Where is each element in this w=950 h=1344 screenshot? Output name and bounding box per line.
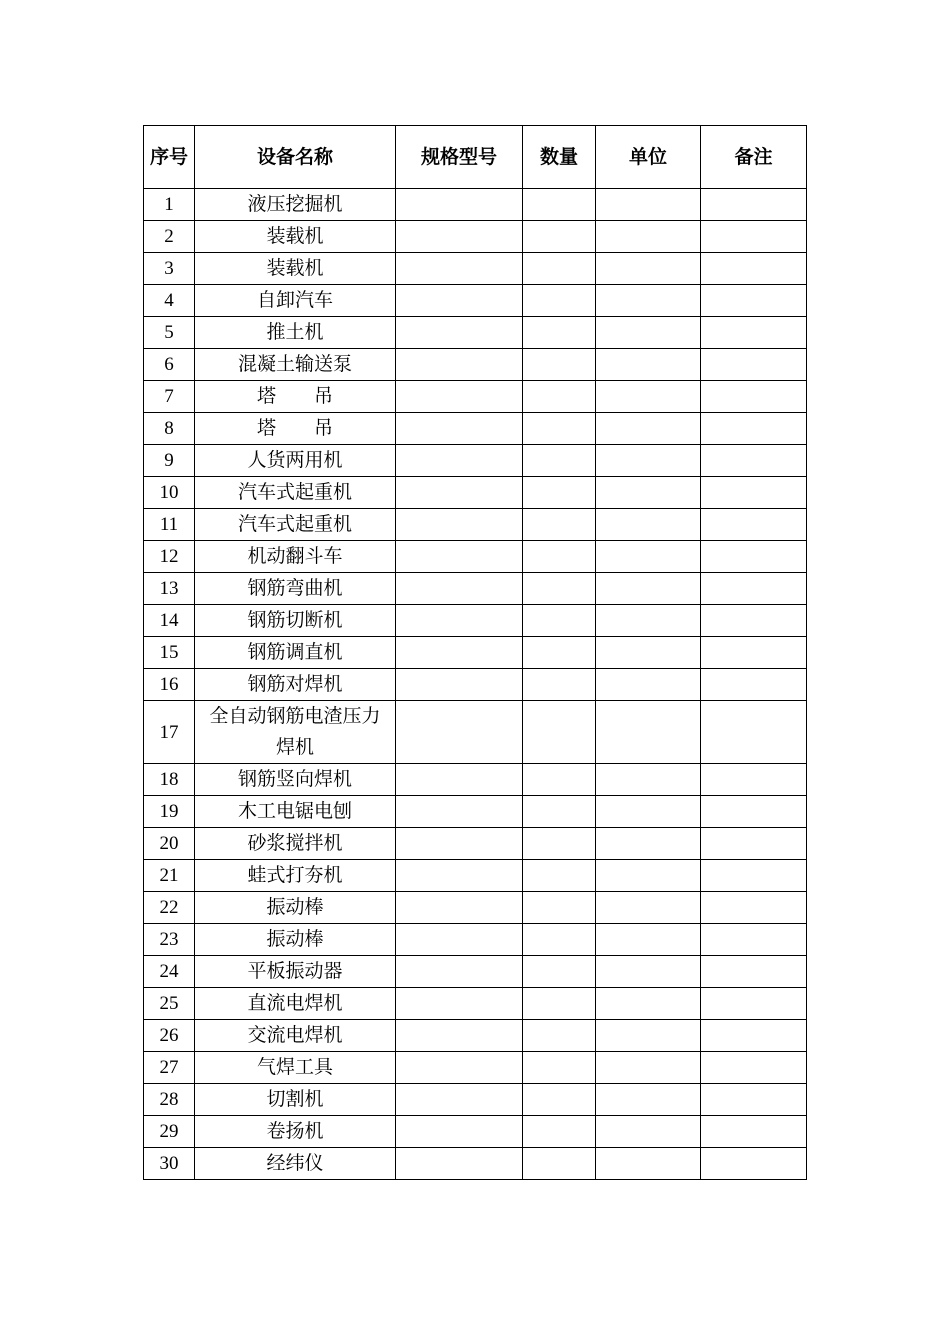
spec-cell [396,956,523,988]
note-cell [701,573,807,605]
unit-cell [596,1148,701,1180]
spec-cell [396,1020,523,1052]
spec-cell [396,701,523,764]
note-cell [701,445,807,477]
row-number: 13 [144,573,195,605]
note-cell [701,701,807,764]
qty-cell [523,509,596,541]
qty-cell [523,349,596,381]
header-unit: 单位 [596,126,701,189]
table-row [144,796,807,828]
table-row [144,1084,807,1116]
spec-cell [396,413,523,445]
note-cell [701,317,807,349]
spec-cell [396,605,523,637]
table-row [144,221,807,253]
qty-cell [523,285,596,317]
qty-cell [523,669,596,701]
equipment-name: 振动棒 [195,924,396,956]
unit-cell [596,892,701,924]
equipment-name: 机动翻斗车 [195,541,396,573]
note-cell [701,413,807,445]
row-number: 16 [144,669,195,701]
unit-cell [596,317,701,349]
note-cell [701,509,807,541]
row-number: 4 [144,285,195,317]
unit-cell [596,988,701,1020]
qty-cell [523,924,596,956]
row-number: 26 [144,1020,195,1052]
qty-cell [523,764,596,796]
row-number: 29 [144,1116,195,1148]
row-number: 11 [144,509,195,541]
equipment-name: 砂浆搅拌机 [195,828,396,860]
equipment-name: 蛙式打夯机 [195,860,396,892]
equipment-name: 装载机 [195,221,396,253]
equipment-name: 自卸汽车 [195,285,396,317]
row-number: 22 [144,892,195,924]
row-number: 23 [144,924,195,956]
unit-cell [596,1020,701,1052]
row-number: 30 [144,1148,195,1180]
note-cell [701,1084,807,1116]
unit-cell [596,956,701,988]
unit-cell [596,1084,701,1116]
unit-cell [596,477,701,509]
row-number: 27 [144,1052,195,1084]
spec-cell [396,988,523,1020]
unit-cell [596,924,701,956]
qty-cell [523,701,596,764]
qty-cell [523,956,596,988]
unit-cell [596,253,701,285]
note-cell [701,1116,807,1148]
spec-cell [396,1148,523,1180]
note-cell [701,477,807,509]
unit-cell [596,828,701,860]
note-cell [701,956,807,988]
note-cell [701,189,807,221]
table-row [144,1020,807,1052]
spec-cell [396,509,523,541]
table-row [144,541,807,573]
row-number: 9 [144,445,195,477]
note-cell [701,605,807,637]
table-row [144,573,807,605]
qty-cell [523,317,596,349]
row-number: 25 [144,988,195,1020]
qty-cell [523,445,596,477]
equipment-rows [144,189,807,1180]
unit-cell [596,413,701,445]
qty-cell [523,796,596,828]
spec-cell [396,892,523,924]
table-row [144,637,807,669]
note-cell [701,541,807,573]
table-row [144,349,807,381]
unit-cell [596,509,701,541]
equipment-name: 卷扬机 [195,1116,396,1148]
table-row [144,317,807,349]
equipment-name: 振动棒 [195,892,396,924]
table-row [144,1116,807,1148]
equipment-name: 推土机 [195,317,396,349]
equipment-name: 钢筋切断机 [195,605,396,637]
table-row [144,988,807,1020]
row-number: 18 [144,764,195,796]
unit-cell [596,381,701,413]
qty-cell [523,637,596,669]
note-cell [701,828,807,860]
note-cell [701,764,807,796]
spec-cell [396,349,523,381]
equipment-name: 全自动钢筋电渣压力焊机 [195,701,396,764]
qty-cell [523,253,596,285]
qty-cell [523,189,596,221]
row-number: 8 [144,413,195,445]
unit-cell [596,221,701,253]
row-number: 2 [144,221,195,253]
spec-cell [396,541,523,573]
equipment-name: 装载机 [195,253,396,285]
qty-cell [523,892,596,924]
equipment-name: 平板振动器 [195,956,396,988]
qty-cell [523,988,596,1020]
table-row [144,509,807,541]
row-number: 28 [144,1084,195,1116]
spec-cell [396,796,523,828]
equipment-name: 混凝土输送泵 [195,349,396,381]
equipment-name: 钢筋竖向焊机 [195,764,396,796]
unit-cell [596,445,701,477]
spec-cell [396,573,523,605]
note-cell [701,285,807,317]
equipment-name: 钢筋弯曲机 [195,573,396,605]
spec-cell [396,381,523,413]
header-qty: 数量 [523,126,596,189]
equipment-name: 木工电锯电刨 [195,796,396,828]
note-cell [701,349,807,381]
table-row [144,924,807,956]
table-row [144,956,807,988]
note-cell [701,253,807,285]
table-row [144,253,807,285]
qty-cell [523,1084,596,1116]
qty-cell [523,1052,596,1084]
spec-cell [396,253,523,285]
note-cell [701,381,807,413]
unit-cell [596,1116,701,1148]
qty-cell [523,1116,596,1148]
note-cell [701,1148,807,1180]
unit-cell [596,796,701,828]
table-row [144,189,807,221]
spec-cell [396,445,523,477]
note-cell [701,924,807,956]
note-cell [701,796,807,828]
qty-cell [523,1020,596,1052]
row-number: 20 [144,828,195,860]
row-number: 17 [144,701,195,764]
row-number: 7 [144,381,195,413]
spec-cell [396,317,523,349]
qty-cell [523,828,596,860]
row-number: 12 [144,541,195,573]
table-row [144,892,807,924]
equipment-name: 液压挖掘机 [195,189,396,221]
unit-cell [596,669,701,701]
note-cell [701,221,807,253]
table-row [144,1052,807,1084]
unit-cell [596,285,701,317]
qty-cell [523,381,596,413]
row-number: 19 [144,796,195,828]
equipment-name: 经纬仪 [195,1148,396,1180]
equipment-name: 交流电焊机 [195,1020,396,1052]
spec-cell [396,828,523,860]
table-row [144,413,807,445]
note-cell [701,669,807,701]
spec-cell [396,1052,523,1084]
equipment-name: 钢筋对焊机 [195,669,396,701]
spec-cell [396,764,523,796]
spec-cell [396,669,523,701]
spec-cell [396,924,523,956]
equipment-name: 切割机 [195,1084,396,1116]
unit-cell [596,605,701,637]
header-name: 设备名称 [195,126,396,189]
spec-cell [396,285,523,317]
row-number: 6 [144,349,195,381]
unit-cell [596,541,701,573]
note-cell [701,860,807,892]
row-number: 24 [144,956,195,988]
table-row [144,605,807,637]
spec-cell [396,221,523,253]
qty-cell [523,221,596,253]
spec-cell [396,477,523,509]
row-number: 1 [144,189,195,221]
row-number: 10 [144,477,195,509]
note-cell [701,1052,807,1084]
table-row [144,445,807,477]
unit-cell [596,573,701,605]
table-row [144,701,807,764]
qty-cell [523,413,596,445]
row-number: 15 [144,637,195,669]
spec-cell [396,189,523,221]
equipment-name: 汽车式起重机 [195,509,396,541]
table-row [144,285,807,317]
equipment-name: 塔 吊 [195,413,396,445]
qty-cell [523,605,596,637]
note-cell [701,988,807,1020]
row-number: 21 [144,860,195,892]
header-spec: 规格型号 [396,126,523,189]
equipment-name: 气焊工具 [195,1052,396,1084]
table-row [144,828,807,860]
qty-cell [523,860,596,892]
row-number: 14 [144,605,195,637]
table-row [144,860,807,892]
header-note: 备注 [701,126,807,189]
unit-cell [596,701,701,764]
note-cell [701,1020,807,1052]
spec-cell [396,637,523,669]
header-no: 序号 [144,126,195,189]
spec-cell [396,1116,523,1148]
equipment-name: 塔 吊 [195,381,396,413]
equipment-name: 人货两用机 [195,445,396,477]
equipment-table [143,125,807,1180]
table-row [144,669,807,701]
qty-cell [523,573,596,605]
unit-cell [596,349,701,381]
unit-cell [596,189,701,221]
table-row [144,381,807,413]
unit-cell [596,764,701,796]
unit-cell [596,860,701,892]
qty-cell [523,1148,596,1180]
equipment-name: 钢筋调直机 [195,637,396,669]
table-row [144,477,807,509]
table-row [144,1148,807,1180]
spec-cell [396,860,523,892]
unit-cell [596,637,701,669]
qty-cell [523,541,596,573]
row-number: 5 [144,317,195,349]
note-cell [701,892,807,924]
table-row [144,764,807,796]
qty-cell [523,477,596,509]
row-number: 3 [144,253,195,285]
equipment-name: 直流电焊机 [195,988,396,1020]
equipment-name: 汽车式起重机 [195,477,396,509]
spec-cell [396,1084,523,1116]
note-cell [701,637,807,669]
unit-cell [596,1052,701,1084]
header-row [144,126,807,189]
